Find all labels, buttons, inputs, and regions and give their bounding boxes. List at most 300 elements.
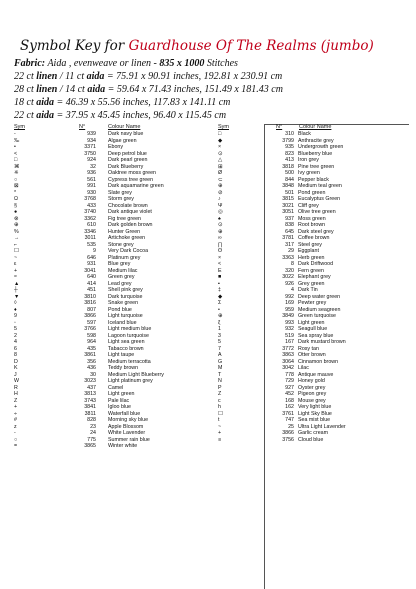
colour-name: Morning sky blue <box>108 417 149 423</box>
symbol-glyph: ◎ <box>218 209 223 215</box>
symbol-glyph: ʘ <box>218 248 223 254</box>
colour-name: Green turquoise <box>298 313 336 319</box>
colour-name: Light taupe <box>108 352 135 358</box>
dmc-number: 937 <box>285 215 294 222</box>
symbol-glyph: • <box>14 144 16 150</box>
dmc-number: 9 <box>93 248 96 254</box>
colour-name: White Lavender <box>108 430 146 436</box>
symbol-glyph: × <box>218 144 222 150</box>
dmc-number: 645 <box>285 228 294 235</box>
symbol-glyph: 5 <box>14 326 17 332</box>
dmc-number: 932 <box>285 326 294 332</box>
count-line <box>14 71 414 82</box>
symbol-glyph: ‡ <box>218 287 221 293</box>
colour-name: Pewter grey <box>298 300 327 306</box>
symbol-glyph: ⊂ <box>218 176 223 183</box>
dmc-number: 964 <box>87 339 96 345</box>
symbol-glyph: < <box>218 261 222 267</box>
symbol-glyph: ◆ <box>218 137 223 144</box>
colour-name: Pepper black <box>298 176 329 183</box>
dmc-number: 162 <box>285 404 294 410</box>
symbol-glyph: % <box>14 228 19 235</box>
colour-name: Dark Tin <box>298 287 318 293</box>
dmc-number: 437 <box>87 384 96 391</box>
count-fabric: linen <box>36 71 58 82</box>
stitch-suffix: Stitches <box>206 58 238 69</box>
dmc-number: 924 <box>87 157 96 163</box>
symbol-glyph: + <box>14 267 18 274</box>
colour-name: Dark steel grey <box>298 228 334 235</box>
colour-name: Dark aquamarine green <box>108 183 164 189</box>
count-line <box>14 110 414 121</box>
dmc-number: 3811 <box>84 410 96 417</box>
dmc-number: 598 <box>87 332 96 339</box>
colour-name: Igloo blue <box>108 404 131 410</box>
dmc-number: 3766 <box>84 326 96 332</box>
colour-name: Pond blue <box>108 306 132 313</box>
key-row <box>14 443 204 450</box>
dmc-number: 500 <box>285 170 294 176</box>
colour-name: Waterfall blue <box>108 410 141 417</box>
dmc-number: 436 <box>87 365 96 371</box>
dmc-number: 3841 <box>84 404 96 410</box>
symbol-glyph: + <box>218 430 222 436</box>
dmc-number: 775 <box>87 436 96 443</box>
colour-name: Dark mustard brown <box>298 339 346 345</box>
dmc-number: 451 <box>87 287 96 293</box>
colour-name: Very Dark Cocoa <box>108 248 149 254</box>
dmc-number: 24 <box>90 430 96 436</box>
dmc-number: 992 <box>285 293 294 300</box>
dmc-number: 452 <box>285 391 294 397</box>
colour-name: Iron grey <box>298 157 319 163</box>
symbol-glyph: H <box>14 391 18 397</box>
fabric-line <box>14 58 414 69</box>
colour-name: Cypress tree green <box>108 176 154 183</box>
dmc-number: 3768 <box>84 196 96 202</box>
dmc-number: 3022 <box>282 274 294 280</box>
dmc-number: 168 <box>285 397 294 404</box>
dmc-number: 931 <box>87 261 96 267</box>
symbol-glyph: ▼ <box>14 293 20 300</box>
symbol-glyph: ⊕ <box>218 313 223 319</box>
count-fabric: aida <box>87 84 106 95</box>
dmc-number: 30 <box>90 371 96 378</box>
dmc-number: 3816 <box>84 300 96 306</box>
symbol-glyph: ● <box>14 209 18 215</box>
symbol-glyph: # <box>14 417 17 423</box>
count-fabric: aida <box>36 110 54 121</box>
colour-name: Summer rain blue <box>108 436 150 443</box>
symbol-glyph: R <box>14 384 18 391</box>
dmc-number: 3810 <box>84 293 96 300</box>
dmc-number: 3363 <box>282 254 294 261</box>
dmc-number: 828 <box>87 417 96 423</box>
colour-name: Garlic cream <box>298 430 329 436</box>
count-size: = 46.39 x 55.56 inches, 117.83 x 141.11 cm <box>56 97 231 108</box>
dmc-number: 646 <box>87 254 96 261</box>
dmc-number: 561 <box>87 176 96 183</box>
symbol-glyph: ~ <box>14 254 18 261</box>
symbol-glyph: ∏ <box>218 241 223 248</box>
colour-name: Stone grey <box>108 241 134 248</box>
dmc-number: 3743 <box>84 397 96 404</box>
symbol-glyph: ⌐ <box>14 241 18 248</box>
colour-name: Medium lilac <box>108 267 138 274</box>
dmc-number: 29 <box>288 248 294 254</box>
dmc-number: 3865 <box>84 443 96 449</box>
symbol-glyph: Ψ <box>218 202 223 209</box>
symbol-glyph: ▲ <box>14 280 20 287</box>
colour-name: Light green <box>298 319 325 326</box>
fabric-text: Aida , evenweave or linen - <box>47 58 157 69</box>
dmc-number: 936 <box>87 170 96 176</box>
dmc-number: 729 <box>285 378 294 384</box>
dmc-number: 3813 <box>84 391 96 397</box>
colour-name: Light Sky Blue <box>298 410 332 417</box>
symbol-glyph: t <box>218 417 220 423</box>
symbol-glyph: J <box>14 371 17 378</box>
dmc-number: 778 <box>285 371 294 378</box>
colour-name: Medium terracotta <box>108 358 151 365</box>
dmc-number: 3849 <box>282 313 294 319</box>
dmc-number: 838 <box>285 222 294 228</box>
dmc-number: 3041 <box>84 267 96 274</box>
dmc-number: 3021 <box>282 202 294 209</box>
dmc-number: 610 <box>87 222 96 228</box>
count-fabric: linen <box>36 84 58 95</box>
symbol-glyph: ◦ <box>14 319 16 326</box>
symbol-glyph: ▪ <box>218 280 220 287</box>
dmc-number: 993 <box>285 319 294 326</box>
symbol-glyph: A <box>218 352 222 358</box>
dmc-number: 23 <box>90 423 96 430</box>
dmc-number: 310 <box>285 131 294 137</box>
symbol-glyph: ◊ <box>14 300 17 306</box>
dmc-number: 3756 <box>282 436 294 443</box>
colour-name: Otter brown <box>298 352 326 358</box>
colour-name: Algae green <box>108 137 137 144</box>
symbol-glyph: 6 <box>14 345 17 352</box>
symbol-glyph: 1 <box>218 326 221 332</box>
count-mid: / 14 ct <box>59 84 85 95</box>
dmc-number: 3848 <box>282 183 294 189</box>
count-mid: / 11 ct <box>59 71 85 82</box>
colour-name: Artichoke green <box>108 235 146 241</box>
symbol-glyph: < <box>14 150 18 157</box>
colour-name: Pine tree green <box>298 163 335 170</box>
header-num: N° <box>79 124 86 130</box>
symbol-glyph: ‰ <box>14 137 20 144</box>
colour-name: Eucalyptus Green <box>298 196 341 202</box>
fabric-label: Fabric: <box>14 58 46 69</box>
colour-name: Dark Blueberry <box>108 163 144 170</box>
symbol-glyph: ○ <box>14 436 18 443</box>
dmc-number: 3064 <box>282 358 294 365</box>
colour-name: Shell pink grey <box>108 287 143 293</box>
colour-name: Root brown <box>298 222 326 228</box>
symbol-glyph: → <box>14 235 20 241</box>
count-line <box>14 97 414 108</box>
dmc-number: 3023 <box>84 378 96 384</box>
header-sym: Sym <box>218 124 229 130</box>
dmc-number: 519 <box>285 332 294 339</box>
symbol-glyph: ○ <box>14 176 18 183</box>
symbol-glyph: D <box>14 358 18 365</box>
colour-name: Ultra Light Lavender <box>298 423 346 430</box>
colour-name: Light sea green <box>108 339 145 345</box>
colour-name: Deep petrol blue <box>108 150 147 157</box>
symbol-glyph: Ø <box>218 170 223 176</box>
symbol-glyph: 2 <box>14 332 17 339</box>
colour-name: Deep water green <box>298 293 341 300</box>
symbol-glyph: 4 <box>14 339 17 345</box>
colour-name: Honey gold <box>298 378 325 384</box>
count-fabric: aida <box>36 97 54 108</box>
dmc-number: 3011 <box>84 235 96 241</box>
symbol-glyph: ⊕ <box>218 183 223 189</box>
colour-name: Blue grey <box>108 261 131 267</box>
symbol-glyph: ~ <box>218 423 222 430</box>
colour-name: Black <box>298 131 311 137</box>
dmc-number: 501 <box>285 189 294 196</box>
colour-name: Moss green <box>298 215 326 222</box>
dmc-number: 4 <box>291 287 294 293</box>
colour-name: Cliff grey <box>298 202 319 209</box>
dmc-number: 939 <box>87 131 96 137</box>
colour-name: Anthracite grey <box>298 137 334 144</box>
dmc-number: 823 <box>285 150 294 157</box>
colour-name: Light medium blue <box>108 326 152 332</box>
symbol-glyph: E <box>218 267 222 274</box>
symbol-glyph: ÷ <box>14 410 17 417</box>
dmc-number: 927 <box>285 384 294 391</box>
dmc-number: 3750 <box>84 150 96 157</box>
colour-name: Fern green <box>298 267 324 274</box>
pattern-name: Guardhouse Of The Realms (jumbo) <box>128 38 374 54</box>
dmc-number: 356 <box>87 358 96 365</box>
dmc-number: 3740 <box>84 209 96 215</box>
colour-name: Fig tree green <box>108 215 141 222</box>
dmc-number: 597 <box>87 319 96 326</box>
dmc-number: 935 <box>285 144 294 150</box>
dmc-number: 169 <box>285 300 294 306</box>
symbol-glyph: × <box>218 254 222 261</box>
colour-name: Pigeon grey <box>298 391 327 397</box>
symbol-glyph: W <box>14 378 19 384</box>
colour-name: Eggplant <box>298 248 319 254</box>
dmc-number: 3866 <box>282 430 294 436</box>
colour-name: Light platinum grey <box>108 378 153 384</box>
dmc-number: 3781 <box>282 235 294 241</box>
dmc-number: 535 <box>87 241 96 248</box>
colour-name: Oaktree moss green <box>108 170 156 176</box>
symbol-glyph: ◆ <box>218 293 223 300</box>
symbol-glyph: 7 <box>218 345 221 352</box>
symbol-glyph: z <box>14 423 17 430</box>
dmc-number: 167 <box>285 339 294 345</box>
colour-name: Oyster grey <box>298 384 326 391</box>
dmc-number: 640 <box>87 274 96 280</box>
colour-name: Lilac <box>298 365 309 371</box>
colour-name: Platinum grey <box>108 254 141 261</box>
symbol-glyph: ☐ <box>14 248 19 254</box>
symbol-glyph: Z <box>218 391 222 397</box>
colour-name: Mouse grey <box>298 397 326 404</box>
colour-name: Dark turquoise <box>108 293 143 300</box>
dmc-number: 807 <box>87 306 96 313</box>
dmc-number: 3866 <box>84 313 96 319</box>
left-key-table <box>14 131 204 450</box>
symbol-glyph: c <box>218 397 221 404</box>
key-row <box>218 437 408 444</box>
right-key-table <box>218 131 408 443</box>
dmc-number: 3346 <box>84 228 96 235</box>
symbol-glyph: △ <box>218 157 223 163</box>
symbol-glyph: ≡ <box>218 436 222 443</box>
symbol-glyph: ⊕ <box>14 222 19 228</box>
page-title <box>20 38 410 54</box>
colour-name: Antique mauve <box>298 371 334 378</box>
symbol-glyph: ⊙ <box>218 150 223 157</box>
dmc-number: 934 <box>87 137 96 144</box>
colour-name: Storm grey <box>108 196 134 202</box>
symbol-glyph: ≈ <box>14 274 17 280</box>
symbol-glyph: § <box>14 202 17 209</box>
dmc-number: 435 <box>87 345 96 352</box>
colour-name: Undergrowth green <box>298 144 344 150</box>
header-colour-name: Colour Name <box>299 124 332 130</box>
dmc-number: 844 <box>285 176 294 183</box>
dmc-number: 317 <box>285 241 294 248</box>
dmc-number: 3863 <box>282 352 294 358</box>
count-pre: 22 ct <box>14 110 34 121</box>
symbol-glyph: ⊗ <box>14 215 19 222</box>
count-size: = 75.91 x 90.91 inches, 192.81 x 230.91 cm <box>106 71 283 82</box>
symbol-glyph: M <box>218 365 223 371</box>
symbol-glyph: ⊙ <box>218 222 223 228</box>
dmc-number: 3799 <box>282 137 294 144</box>
colour-name: Cinnamon brown <box>298 358 339 365</box>
count-fabric: aida <box>86 71 105 82</box>
colour-name: Elephant grey <box>298 274 331 280</box>
dmc-number: 747 <box>285 417 294 423</box>
stitch-size: 835 x 1000 <box>159 58 205 69</box>
symbol-glyph: N <box>218 378 222 384</box>
symbol-glyph: + <box>14 404 18 410</box>
dmc-number: 3818 <box>282 163 294 170</box>
symbol-glyph: Z <box>14 397 18 404</box>
colour-name: Dark pearl green <box>108 157 148 163</box>
colour-name: Coffee brown <box>298 235 330 241</box>
colour-name: Iceland blue <box>108 319 137 326</box>
colour-name: Ebony <box>108 144 124 150</box>
colour-name: Pale lilac <box>108 397 130 404</box>
colour-name: Blueberry blue <box>298 150 333 157</box>
symbol-glyph: □ <box>14 157 18 163</box>
colour-name: Very light blue <box>298 404 332 410</box>
symbol-glyph: • <box>218 306 220 313</box>
colour-name: Green grey <box>108 274 135 280</box>
colour-name: Medium teal green <box>298 183 342 189</box>
symbol-glyph: 3 <box>218 332 221 339</box>
colour-name: Winter white <box>108 443 138 449</box>
symbol-glyph: ♦ <box>14 306 17 313</box>
dmc-number: 8 <box>291 261 294 267</box>
dmc-number: 3371 <box>84 144 96 150</box>
dmc-number: 930 <box>87 189 96 196</box>
colour-name: Rosy tan <box>298 345 319 352</box>
symbol-glyph: ξ <box>218 319 221 326</box>
colour-name: Teddy brown <box>108 365 139 371</box>
header-colour-name: Colour Name <box>108 124 141 130</box>
header-sym: Sym <box>14 124 25 130</box>
colour-name: Steel grey <box>298 241 322 248</box>
dmc-number: 25 <box>288 423 294 430</box>
colour-name: Herb green <box>298 254 325 261</box>
symbol-glyph: 5 <box>218 339 221 345</box>
colour-name: Light green <box>108 391 135 397</box>
symbol-glyph: ⊠ <box>14 183 19 189</box>
symbol-glyph: ⌘ <box>14 163 20 170</box>
symbol-glyph: ☐ <box>218 410 223 417</box>
count-pre: 18 ct <box>14 97 34 108</box>
colour-name: Seagull blue <box>298 326 328 332</box>
dmc-number: 320 <box>285 267 294 274</box>
symbol-glyph: ┼ <box>14 287 18 293</box>
colour-name: Sea mist blue <box>298 417 331 423</box>
colour-name: Chocolate brown <box>108 202 148 209</box>
dmc-number: 3772 <box>282 345 294 352</box>
count-size: = 37.95 x 45.45 inches, 96.40 x 115.45 cm <box>56 110 227 121</box>
colour-name: Lagoon turquoise <box>108 332 149 339</box>
colour-name: Hunter Green <box>108 228 141 235</box>
symbol-glyph: P <box>218 384 222 391</box>
colour-name: Slate grey <box>108 189 132 196</box>
dmc-number: 3761 <box>282 410 294 417</box>
symbol-glyph: - <box>14 430 16 436</box>
colour-name: Medium Light Blueberry <box>108 371 164 378</box>
dmc-number: 991 <box>87 183 96 189</box>
symbol-glyph: ⊞ <box>218 163 223 170</box>
colour-name: Apple Blossom <box>108 423 144 430</box>
count-size: = 59.64 x 71.43 inches, 151.49 x 181.43 cm <box>107 84 283 95</box>
dmc-number: 3051 <box>282 209 294 215</box>
colour-name: Grey green <box>298 280 325 287</box>
symbol-glyph: 8 <box>14 352 17 358</box>
colour-name: Dark golden brown <box>108 222 153 228</box>
symbol-glyph: h <box>218 404 221 410</box>
colour-name: Dark antique violet <box>108 209 152 215</box>
colour-name: Sea spray blue <box>298 332 334 339</box>
symbol-glyph: G <box>218 358 223 365</box>
header-num: N° <box>276 124 283 130</box>
colour-name: Olive tree green <box>298 209 336 215</box>
colour-name: Cloud blue <box>298 436 324 443</box>
count-pre: 22 ct <box>14 71 34 82</box>
dmc-number: 413 <box>285 157 294 163</box>
symbol-glyph: 9 <box>14 313 17 319</box>
symbol-glyph: K <box>14 365 18 371</box>
colour-name: Dark navy blue <box>108 131 144 137</box>
symbol-glyph: ■ <box>218 274 222 280</box>
colour-name: Dark Driftwood <box>298 261 334 267</box>
symbol-glyph: = <box>14 443 18 449</box>
count-pre: 28 ct <box>14 84 34 95</box>
colour-name: Tabacco brown <box>108 345 144 352</box>
symbol-glyph: ♪ <box>218 196 221 202</box>
symbol-glyph: ※ <box>14 170 19 176</box>
